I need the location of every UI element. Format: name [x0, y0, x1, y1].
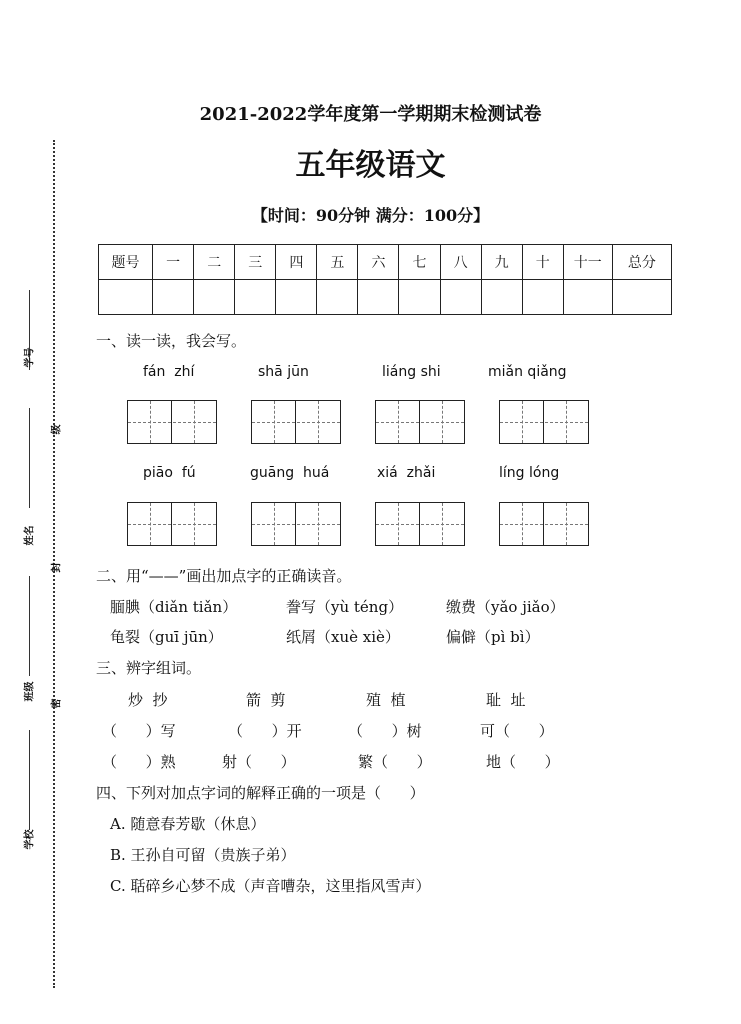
score-header-cell: 二 — [194, 245, 235, 280]
score-entry-row — [99, 280, 672, 315]
q2-heading: 二、用“——”画出加点字的正确读音。 — [96, 567, 352, 585]
pinyin-label: liáng shi — [382, 364, 441, 380]
q3-blank[interactable]: （ ）树 — [348, 722, 422, 740]
score-cell[interactable] — [317, 280, 358, 315]
pinyin-label: líng lóng — [499, 465, 560, 481]
margin-label-id: 学号 — [24, 347, 36, 368]
q4-heading: 四、下列对加点字词的解释正确的一项是（ ） — [96, 784, 425, 802]
score-cell[interactable] — [153, 280, 194, 315]
score-header-cell: 十一 — [563, 245, 612, 280]
score-cell[interactable] — [99, 280, 153, 315]
score-cell[interactable] — [440, 280, 481, 315]
score-header-cell: 题号 — [99, 245, 153, 280]
q4-option-b[interactable]: B. 王孙自可留（贵族子弟） — [110, 846, 296, 864]
margin-label-class: 班级 — [24, 681, 36, 702]
seal-char-3: 密 — [51, 698, 63, 709]
pinyin-label: fán zhí — [143, 364, 195, 380]
writing-grid[interactable] — [499, 502, 589, 546]
score-header-cell: 三 — [235, 245, 276, 280]
q3-heading: 三、辨字组词。 — [96, 659, 202, 677]
score-header-cell: 六 — [358, 245, 399, 280]
subject-title: 五年级语文 — [295, 148, 446, 183]
exam-title: 2021-2022学年度第一学期期末检测试卷 — [199, 104, 542, 125]
score-header-cell: 总分 — [612, 245, 671, 280]
q2-item: 腼腆（diǎn tiǎn） — [110, 598, 238, 616]
margin-line-school — [29, 730, 30, 830]
score-header-cell: 九 — [481, 245, 522, 280]
seal-char-1: 级 — [51, 424, 63, 435]
pinyin-label: piāo fú — [143, 465, 196, 481]
q3-char-pair: 炒 抄 — [128, 691, 168, 709]
q2-item: 缴费（yǎo jiǎo） — [446, 598, 565, 616]
margin-line-name — [29, 408, 30, 508]
score-cell[interactable] — [612, 280, 671, 315]
q2-item: 龟裂（guī jūn） — [110, 628, 223, 646]
seal-char-2: 封 — [51, 562, 63, 573]
q3-blank[interactable]: 可（ ） — [480, 722, 554, 740]
score-header-cell: 十 — [522, 245, 563, 280]
score-cell[interactable] — [235, 280, 276, 315]
pinyin-label: miǎn qiǎng — [488, 364, 567, 380]
writing-grid[interactable] — [251, 502, 341, 546]
score-cell[interactable] — [358, 280, 399, 315]
q2-item: 偏僻（pì bì） — [446, 628, 540, 646]
score-cell[interactable] — [276, 280, 317, 315]
q3-blank[interactable]: （ ）开 — [228, 722, 302, 740]
pinyin-label: guāng huá — [250, 465, 330, 481]
pinyin-label: xiá zhǎi — [377, 465, 436, 481]
q4-option-a[interactable]: A. 随意春芳歇（休息） — [110, 815, 266, 833]
score-cell[interactable] — [194, 280, 235, 315]
writing-grid[interactable] — [499, 400, 589, 444]
writing-grid[interactable] — [127, 400, 217, 444]
margin-label-school: 学校 — [24, 829, 36, 850]
q3-char-pair: 殖 植 — [366, 691, 406, 709]
q3-blank[interactable]: 繁（ ） — [358, 753, 432, 771]
q3-blank[interactable]: 地（ ） — [486, 753, 560, 771]
score-header-cell: 五 — [317, 245, 358, 280]
time-info: 【时间：90分钟 满分：100分】 — [251, 206, 490, 225]
score-header-row — [99, 245, 672, 280]
q1-heading: 一、读一读，我会写。 — [96, 332, 247, 350]
score-header-cell: 七 — [399, 245, 440, 280]
q2-item: 誊写（yù téng） — [286, 598, 404, 616]
q3-char-pair: 耻 址 — [486, 691, 526, 709]
q3-blank[interactable]: 射（ ） — [222, 753, 296, 771]
writing-grid[interactable] — [375, 400, 465, 444]
q2-item: 纸屑（xuè xiè） — [286, 628, 400, 646]
pinyin-label: shā jūn — [258, 364, 309, 380]
score-header-cell: 四 — [276, 245, 317, 280]
q3-char-pair: 箭 剪 — [246, 691, 286, 709]
score-header-cell: 八 — [440, 245, 481, 280]
q3-blank[interactable]: （ ）熟 — [102, 753, 176, 771]
score-table — [98, 244, 672, 315]
writing-grid[interactable] — [127, 502, 217, 546]
score-cell[interactable] — [399, 280, 440, 315]
score-cell[interactable] — [563, 280, 612, 315]
writing-grid[interactable] — [251, 400, 341, 444]
q4-option-c[interactable]: C. 聒碎乡心梦不成（声音嘈杂，这里指风雪声） — [110, 877, 431, 895]
score-header-cell: 一 — [153, 245, 194, 280]
q3-blank[interactable]: （ ）写 — [102, 722, 176, 740]
margin-label-name: 姓名 — [24, 525, 36, 546]
score-cell[interactable] — [481, 280, 522, 315]
score-cell[interactable] — [522, 280, 563, 315]
writing-grid[interactable] — [375, 502, 465, 546]
margin-line-class — [29, 576, 30, 676]
